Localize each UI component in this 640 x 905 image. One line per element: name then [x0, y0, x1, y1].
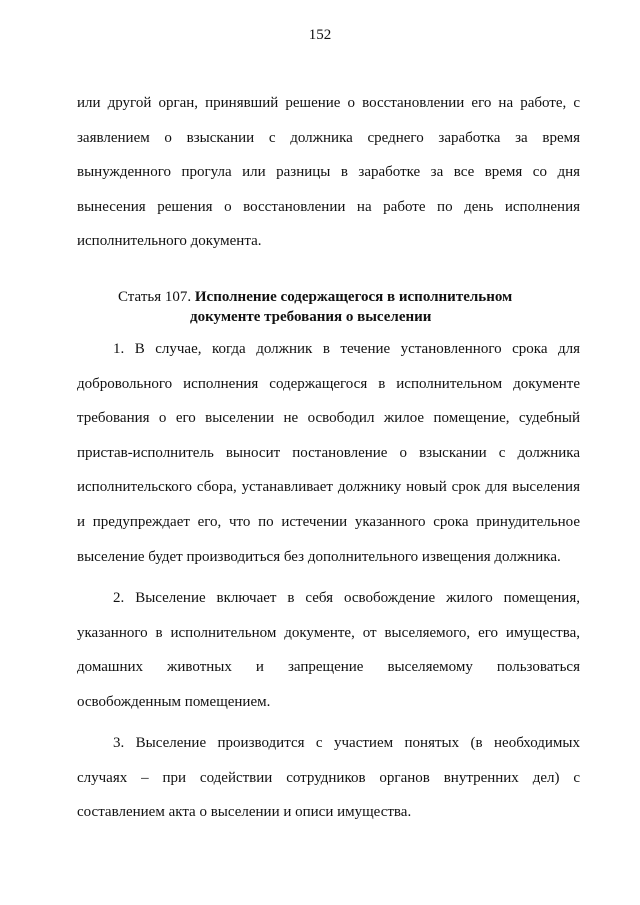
- article-title-part-1: Исполнение содержащегося в исполнительном: [194, 289, 513, 305]
- intro-paragraph: [77, 86, 580, 259]
- text-line: указанного в исполнительном документе, от выселяемого, его имущества,: [77, 624, 580, 641]
- text-line: заявлением о взыскании с должника среднего заработка за время: [77, 129, 580, 146]
- article-number: Статья 107.: [118, 289, 195, 305]
- text-line: вынужденного прогула или разницы в заработке за все время со дня: [77, 164, 580, 181]
- text-line: случаях – при содействии сотрудников органов внутренних дел) с: [77, 769, 580, 786]
- text-line: составлением акта о выселении и описи имущества.: [77, 804, 412, 821]
- page-number: 152: [308, 27, 332, 43]
- text-line: и предупреждает его, что по истечении указанного срока принудительное: [77, 513, 580, 530]
- text-line: 3. Выселение производится с участием понятых (в необходимых: [113, 735, 580, 751]
- paragraph-1: [77, 332, 580, 574]
- paragraph-2: [77, 581, 580, 719]
- text-line: исполнительского сбора, устанавливает должнику новый срок для выселения: [77, 479, 580, 496]
- paragraph-3: [77, 726, 580, 830]
- text-line: добровольного исполнения содержащегося в исполнительном документе: [77, 375, 580, 392]
- article-title-part-2: документе требования о выселении: [190, 309, 432, 325]
- text-line: домашних животных и запрещение выселяемому пользоваться: [77, 659, 580, 676]
- text-line: освобожденным помещением.: [77, 693, 271, 710]
- text-line: 1. В случае, когда должник в течение установленного срока для: [113, 341, 580, 357]
- text-line: 2. Выселение включает в себя освобождение жилого помещения,: [113, 590, 580, 606]
- text-line: пристав-исполнитель выносит постановление о взыскании с должника: [77, 444, 580, 461]
- text-line: вынесения решения о восстановлении на работе по день исполнения: [77, 198, 580, 215]
- article-heading-line-1: [118, 287, 512, 307]
- text-line: исполнительного документа.: [77, 233, 262, 250]
- text-line: требования о его выселении не освободил жилое помещение, судебный: [77, 410, 580, 427]
- text-line: выселение будет производиться без дополнительного извещения должника.: [77, 548, 561, 565]
- article-heading-line-2: [190, 307, 431, 327]
- text-line: или другой орган, принявший решение о восстановлении его на работе, с: [77, 95, 580, 111]
